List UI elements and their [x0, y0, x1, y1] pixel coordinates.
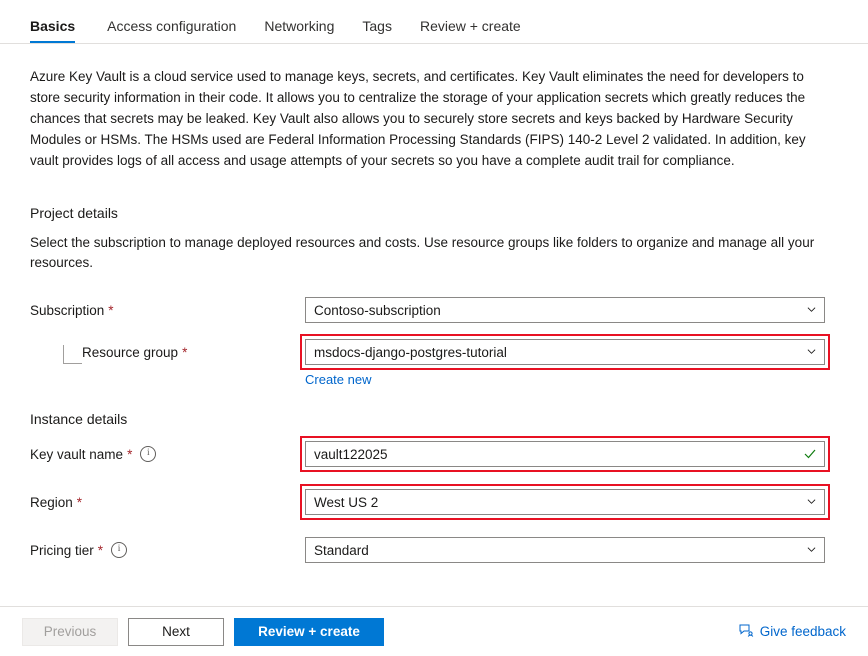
subscription-required-marker: *: [108, 302, 114, 318]
tab-access-configuration[interactable]: [93, 18, 250, 43]
key-vault-name-value: vault122025: [314, 446, 388, 462]
resource-group-required-marker: *: [182, 344, 188, 360]
key-vault-name-required-marker: *: [127, 446, 133, 462]
give-feedback-label: Give feedback: [759, 624, 846, 639]
previous-button[interactable]: Previous: [22, 618, 118, 646]
info-icon[interactable]: i: [111, 542, 127, 558]
region-dropdown[interactable]: [305, 489, 825, 515]
tab-basics-label: Basics: [30, 18, 76, 34]
pricing-tier-required-marker: *: [97, 542, 104, 558]
intro-description: Azure Key Vault is a cloud service used to manage keys, secrets, and certificates. Key Vault eliminates the need for developers to store security information in their code. It allows you to centralize the storage of your application secrets which greatly reduces the chances that secrets may be leaked. Key Vault also allows you to securely store secrets and keys backed by Hardware Security Modules or HSMs. The HSMs used are Federal Information Processing Standards (FIPS) 140-2 Level 2 validated. In addition, key vault provides logs of all access and usage attempts of your secrets so you have a complete audit trail for compliance.: [30, 69, 806, 168]
instance-details-heading: Instance details: [30, 411, 128, 427]
wizard-footer: [0, 606, 868, 656]
tab-networking[interactable]: [250, 18, 348, 43]
pricing-tier-field-cell: [305, 537, 825, 563]
pricing-tier-value: Standard: [314, 542, 369, 558]
chevron-down-icon: [807, 305, 816, 314]
resource-group-label: [30, 345, 305, 360]
chevron-down-icon: [807, 497, 816, 506]
region-required-marker: *: [76, 494, 83, 510]
region-row: [30, 487, 838, 517]
project-details-description: Select the subscription to manage deployed resources and costs. Use resource groups like folders to organize and manage all your resources.: [30, 235, 815, 270]
subscription-value: Contoso-subscription: [314, 302, 441, 318]
region-label-text: Region: [30, 494, 73, 510]
subscription-dropdown[interactable]: [305, 297, 825, 323]
info-icon[interactable]: i: [140, 446, 156, 462]
region-field-cell: [305, 489, 825, 515]
pricing-tier-label: [30, 542, 305, 558]
create-new-spacer: [30, 367, 305, 387]
next-button[interactable]: Next: [128, 618, 224, 646]
wizard-tabs: [0, 0, 868, 44]
resource-group-value: msdocs-django-postgres-tutorial: [314, 344, 507, 360]
tab-access-configuration-label: Access configuration: [107, 18, 237, 34]
resource-group-dropdown[interactable]: [305, 339, 825, 365]
checkmark-icon: [804, 448, 816, 460]
region-value: West US 2: [314, 494, 379, 510]
resource-group-row: [30, 337, 838, 367]
resource-group-field-cell: [305, 339, 825, 365]
pricing-tier-label-text: Pricing tier: [30, 542, 94, 558]
basics-form: [0, 44, 868, 565]
tab-basics[interactable]: [30, 18, 89, 43]
key-vault-name-field-cell: [305, 441, 825, 467]
subscription-row: [30, 295, 838, 325]
feedback-icon: [739, 624, 760, 640]
key-vault-name-input[interactable]: [305, 441, 825, 467]
project-details-heading: Project details: [30, 205, 118, 221]
subscription-label-text: Subscription: [30, 302, 105, 318]
create-new-resource-group-link[interactable]: Create new: [305, 372, 372, 387]
give-feedback-link[interactable]: [739, 624, 846, 640]
subscription-label: [30, 303, 305, 318]
tab-review-create[interactable]: [406, 18, 535, 43]
resource-group-label-text: Resource group: [82, 344, 179, 360]
tree-connector-icon: [63, 345, 82, 364]
tab-tags-label: Tags: [362, 18, 392, 34]
key-vault-name-label-text: Key vault name: [30, 446, 124, 462]
key-vault-name-row: [30, 439, 838, 469]
key-vault-name-label: [30, 446, 305, 462]
chevron-down-icon: [807, 347, 816, 356]
tab-review-create-label: Review + create: [419, 18, 521, 34]
region-label: [30, 495, 305, 510]
chevron-down-icon: [807, 545, 816, 554]
tab-networking-label: Networking: [264, 18, 335, 34]
pricing-tier-dropdown[interactable]: [305, 537, 825, 563]
review-create-button[interactable]: Review + create: [234, 618, 384, 646]
subscription-field-cell: [305, 297, 825, 323]
create-new-row: [30, 367, 838, 387]
tab-tags[interactable]: [348, 18, 406, 43]
pricing-tier-row: [30, 535, 838, 565]
